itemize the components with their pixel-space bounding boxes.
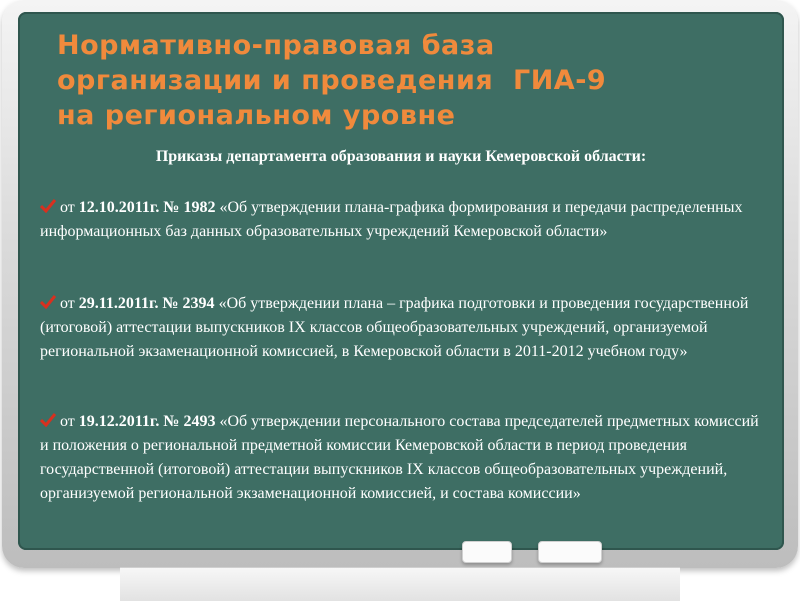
item-prefix: от: [60, 199, 79, 216]
eraser: [538, 541, 602, 563]
checkmark-icon: [40, 199, 56, 213]
checkmark-icon: [40, 295, 56, 309]
slide-title: Нормативно-правовая база организации и проведения ГИА-9 на региональном уровне: [57, 30, 607, 131]
slide-subtitle: Приказы департамента образования и науки Кемеровской области:: [155, 148, 647, 165]
checkmark-icon: [40, 413, 56, 427]
list-item: [40, 196, 770, 244]
item-number: 12.10.2011г. № 1982: [78, 199, 216, 216]
item-number: 19.12.2011г. № 2493: [78, 413, 216, 430]
list-item: [40, 292, 770, 364]
item-prefix: от: [60, 413, 79, 430]
item-text: «Об утверждении персонального состава председателей предметных комиссий и положения о региональной предметной комиссии Кемеровской области в период проведения государственной (итоговой) аттестации выпускников IX классов общеобразовательных учреждений, организуемой региональной экзаменационной комиссией, и состава комиссии»: [40, 413, 759, 502]
item-text: «Об утверждении плана – графика подготовки и проведения государственной (итоговой) аттестации выпускников IX классов общеобразовательных учреждений, организуемой региональной экзаменационной комиссией, в Кемеровской области в 2011-2012 учебном году»: [40, 295, 749, 360]
chalk-piece: [462, 541, 512, 563]
item-text: «Об утверждении плана-графика формирования и передачи распределенных информационных баз данных образовательных учреждений Кемеровской области»: [40, 199, 743, 240]
item-number: 29.11.2011г. № 2394: [78, 295, 215, 312]
chalk-tray: [120, 567, 680, 601]
item-prefix: от: [60, 295, 79, 312]
list-item: [40, 410, 770, 506]
